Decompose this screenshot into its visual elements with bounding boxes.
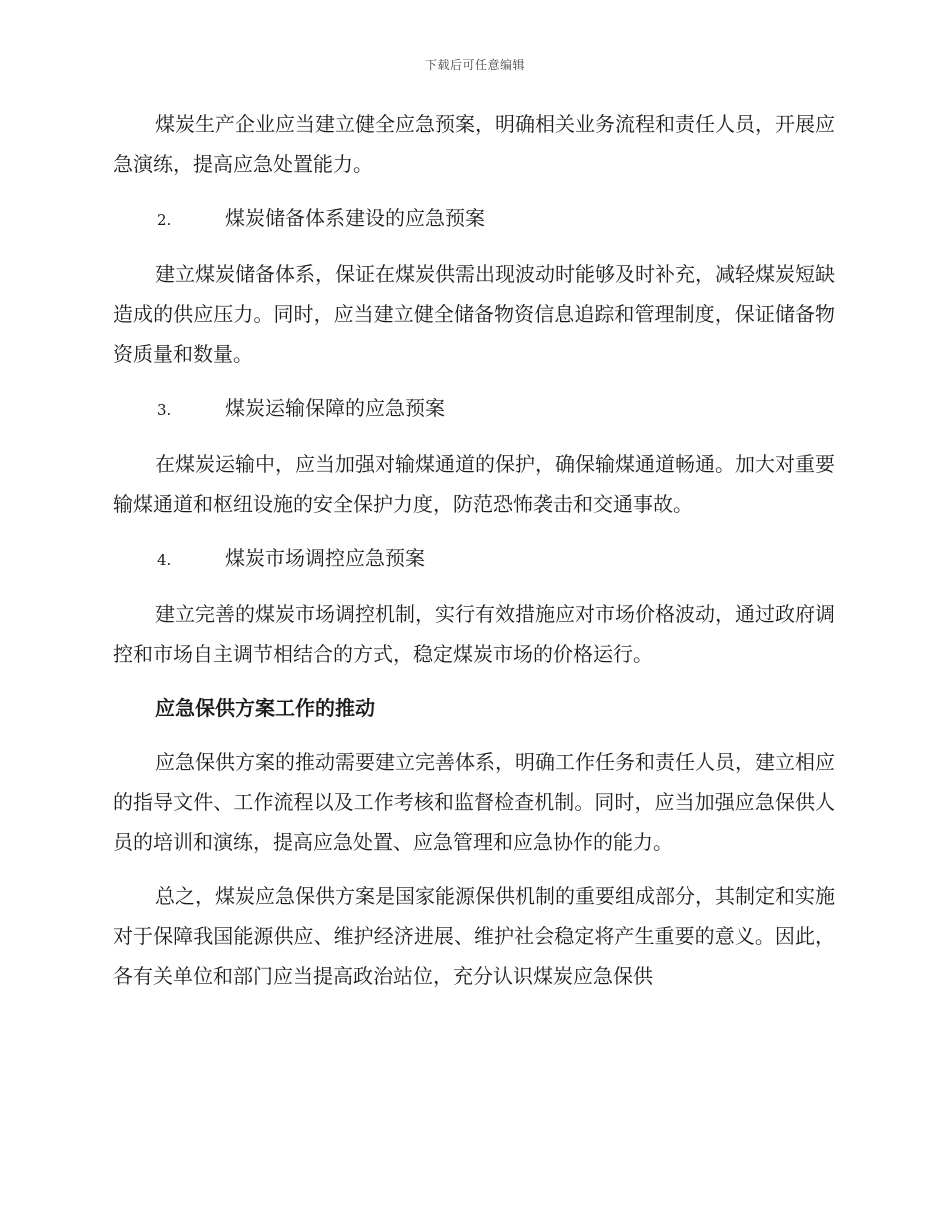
- numbered-item-2: [113, 198, 835, 240]
- item-number: 3.: [157, 401, 172, 419]
- item-number: 4.: [157, 551, 172, 569]
- paragraph: 在煤炭运输中，应当加强对输煤通道的保护，确保输煤通道畅通。加大对重要输煤通道和枢纽设施的安全保护力度，防范恐怖袭击和交通事故。: [113, 452, 835, 516]
- numbered-item-3: [113, 388, 835, 430]
- page-header: 下载后可任意编辑: [424, 58, 525, 72]
- item-number: 2.: [157, 211, 172, 229]
- item-title: 煤炭储备体系建设的应急预案: [225, 206, 485, 230]
- paragraph: 建立完善的煤炭市场调控机制，实行有效措施应对市场价格波动，通过政府调控和市场自主调节相结合的方式，稳定煤炭市场的价格运行。: [113, 602, 835, 666]
- paragraph: 建立煤炭储备体系，保证在煤炭供需出现波动时能够及时补充，减轻煤炭短缺造成的供应压力。同时，应当建立健全储备物资信息追踪和管理制度，保证储备物资质量和数量。: [113, 262, 835, 366]
- document-body: [113, 104, 835, 1010]
- section-heading: 应急保供方案工作的推动: [155, 696, 375, 720]
- paragraph: 总之，煤炭应急保供方案是国家能源保供机制的重要组成部分，其制定和实施对于保障我国能源供应、维护经济进展、维护社会稳定将产生重要的意义。因此，各有关单位和部门应当提高政治站位，充分认识煤炭应急保供: [113, 884, 835, 988]
- paragraph: 应急保供方案的推动需要建立完善体系，明确工作任务和责任人员，建立相应的指导文件、工作流程以及工作考核和监督检查机制。同时，应当加强应急保供人员的培训和演练，提高应急处置、应急管理和应急协作的能力。: [113, 750, 835, 854]
- item-title: 煤炭运输保障的应急预案: [225, 396, 445, 420]
- paragraph: 煤炭生产企业应当建立健全应急预案，明确相关业务流程和责任人员，开展应急演练，提高应急处置能力。: [113, 112, 835, 176]
- numbered-item-4: [113, 538, 835, 580]
- item-title: 煤炭市场调控应急预案: [225, 546, 425, 570]
